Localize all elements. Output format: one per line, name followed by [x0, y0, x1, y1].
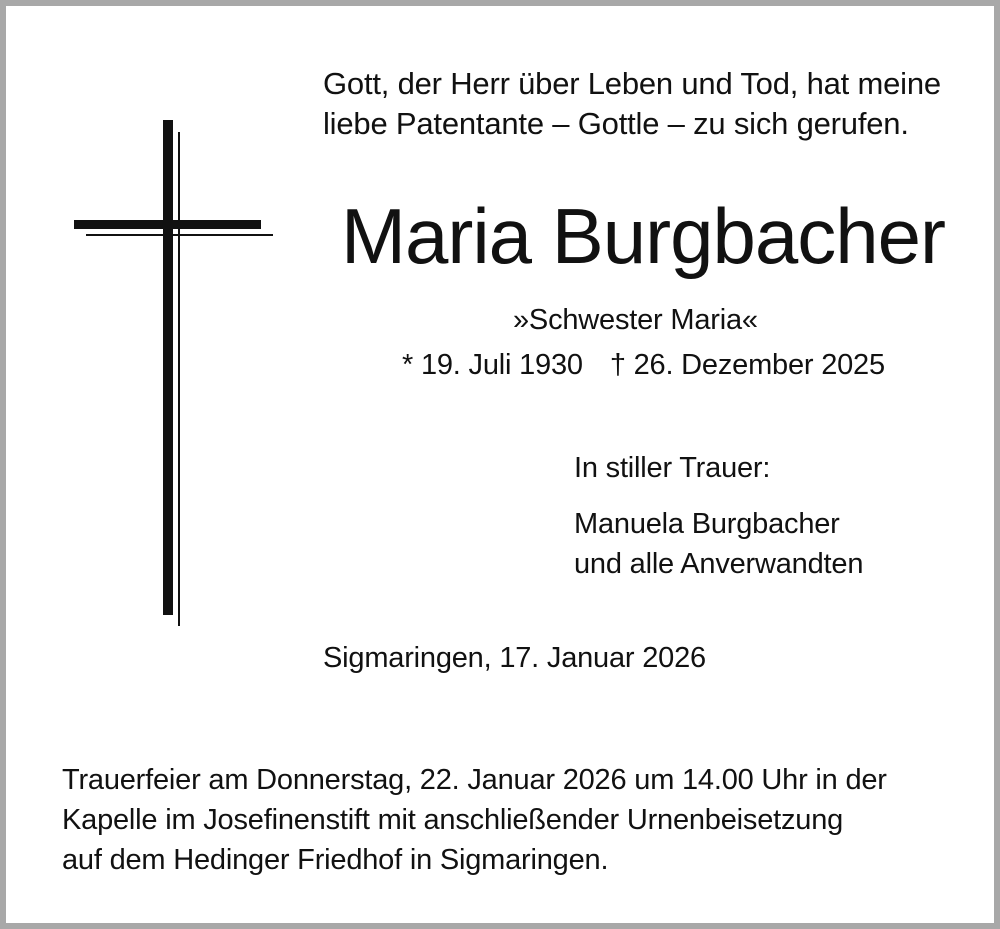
- place-date: Sigmaringen, 17. Januar 2026: [323, 642, 706, 674]
- cross-icon: [66, 114, 281, 634]
- service-line-1: Trauerfeier am Donnerstag, 22. Januar 2026 um 14.00 Uhr in der: [62, 764, 887, 796]
- mourner-name: Manuela Burgbacher: [574, 508, 840, 540]
- mourner-relatives: und alle Anverwandten: [574, 548, 864, 580]
- service-line-2: Kapelle im Josefinenstift mit anschließender Urnenbeisetzung: [62, 804, 844, 836]
- intro-text: [323, 64, 941, 144]
- mourners-list: [574, 504, 863, 584]
- mourning-heading: In stiller Trauer:: [574, 452, 771, 484]
- service-info: [62, 760, 887, 880]
- deceased-name: Maria Burgbacher: [341, 192, 945, 280]
- intro-line-1: Gott, der Herr über Leben und Tod, hat meine: [323, 66, 941, 101]
- service-line-3: auf dem Hedinger Friedhof in Sigmaringen.: [62, 844, 609, 876]
- deceased-nickname: »Schwester Maria«: [513, 304, 758, 336]
- intro-line-2: liebe Patentante – Gottle – zu sich gerufen.: [323, 106, 909, 141]
- birth-date: * 19. Juli 1930: [402, 349, 583, 381]
- life-dates: [402, 345, 885, 385]
- death-date: † 26. Dezember 2025: [609, 349, 885, 381]
